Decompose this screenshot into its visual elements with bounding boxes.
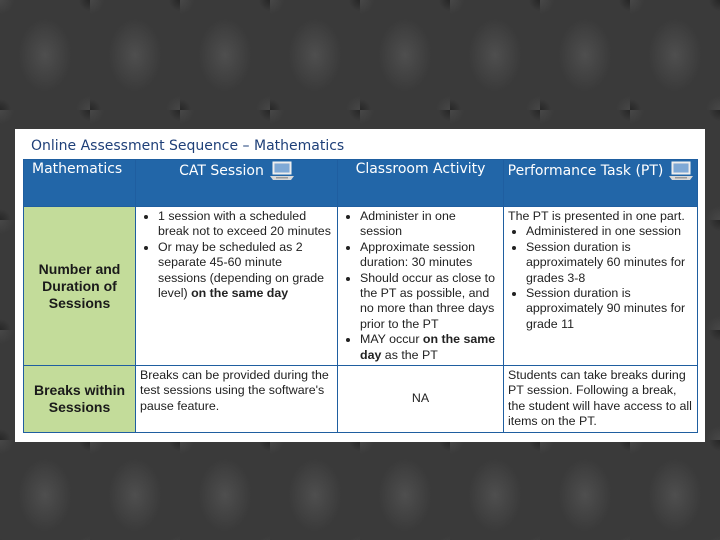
laptop-icon xyxy=(270,161,294,181)
cell-cat-sessions xyxy=(136,207,338,366)
row-label-breaks: Breaks within Sessions xyxy=(24,366,136,433)
header-mathematics: Mathematics xyxy=(24,160,136,207)
header-classroom-activity xyxy=(338,160,504,207)
cell-activity-sessions xyxy=(338,207,504,366)
cat-b2-bold: on the same day xyxy=(191,286,289,301)
header-cat-session-label: CAT Session xyxy=(179,163,264,179)
table-row xyxy=(24,366,698,433)
header-classroom-activity-label: Classroom Activity xyxy=(355,161,486,177)
table-row xyxy=(24,207,698,366)
list-item: • Session duration is approximately 90 minutes for grade 11 xyxy=(526,286,693,332)
list-item xyxy=(360,332,499,363)
header-performance-task xyxy=(504,160,698,207)
slide xyxy=(15,129,705,442)
list-item: • Session duration is approximately 60 minutes for grades 3-8 xyxy=(526,240,693,286)
list-item xyxy=(158,240,333,302)
header-performance-task-label: Performance Task (PT) xyxy=(507,163,664,179)
pt-intro: The PT is presented in one part. xyxy=(508,209,685,223)
cell-pt-breaks: Students can take breaks during PT session. Following a break, the student will have access to all items on the PT. xyxy=(504,366,698,433)
header-cat-session xyxy=(136,160,338,207)
activity-b4-post: as the PT xyxy=(381,347,438,362)
cat-b2-text: Or may be scheduled as 2 separate 45-60 minute sessions (depending on grade level) xyxy=(158,239,325,301)
cell-pt-sessions xyxy=(504,207,698,366)
cell-activity-breaks: NA xyxy=(338,366,504,433)
assessment-table xyxy=(23,159,698,433)
header-row xyxy=(24,160,698,207)
list-item: • Administer in one session xyxy=(360,209,499,240)
laptop-icon xyxy=(669,161,693,181)
activity-b4-pre: MAY occur xyxy=(360,332,423,347)
cell-cat-breaks: Breaks can be provided during the test sessions using the software's pause feature. xyxy=(136,366,338,433)
activity-b4-bold: on the same day xyxy=(360,332,496,362)
list-item: • Should occur as close to the PT as possible, and no more than three days prior to the PT xyxy=(360,271,499,333)
list-item: • Administered in one session xyxy=(526,224,693,239)
list-item: • 1 session with a scheduled break not to exceed 20 minutes xyxy=(158,209,333,240)
slide-title: Online Assessment Sequence – Mathematics xyxy=(31,138,345,154)
row-label-number-duration: Number and Duration of Sessions xyxy=(24,207,136,366)
list-item: • Approximate session duration: 30 minutes xyxy=(360,240,499,271)
